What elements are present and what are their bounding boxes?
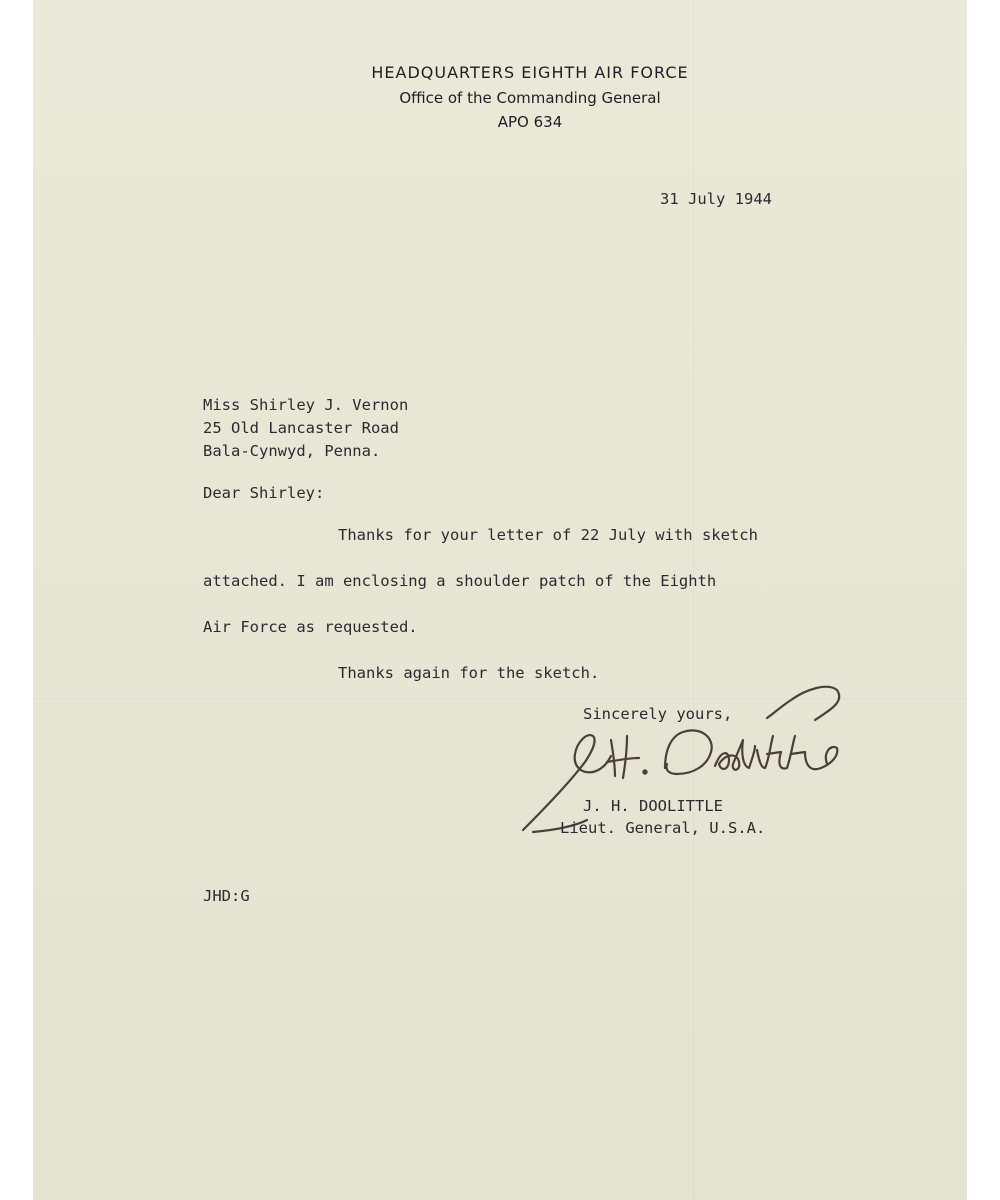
- letterhead-apo: APO 634: [497, 113, 563, 131]
- letterhead-organization: HEADQUARTERS EIGHTH AIR FORCE: [371, 63, 689, 82]
- letter-date: 31 July 1944: [660, 190, 772, 208]
- recipient-address: [203, 394, 408, 463]
- body-line: Air Force as requested.: [203, 618, 418, 636]
- closing: Sincerely yours,: [583, 705, 733, 723]
- body-line: attached. I am enclosing a shoulder patch of the Eighth: [203, 572, 717, 590]
- body-line: Thanks for your letter of 22 July with sketch: [338, 526, 758, 544]
- paper-fold-crease-vertical: [693, 0, 694, 1200]
- recipient-street: 25 Old Lancaster Road: [203, 419, 399, 437]
- body-line: Thanks again for the sketch.: [338, 664, 600, 682]
- recipient-city: Bala-Cynwyd, Penna.: [203, 442, 381, 460]
- salutation: Dear Shirley:: [203, 484, 325, 502]
- reference-initials: JHD:G: [203, 887, 250, 905]
- handwritten-signature: [515, 680, 875, 840]
- letterhead-office: Office of the Commanding General: [399, 89, 661, 107]
- letter-paper: [33, 0, 967, 1200]
- signer-title: Lieut. General, U.S.A.: [560, 819, 766, 837]
- recipient-name: Miss Shirley J. Vernon: [203, 396, 409, 414]
- signer-name: J. H. DOOLITTLE: [583, 797, 723, 815]
- letterhead: [300, 60, 760, 134]
